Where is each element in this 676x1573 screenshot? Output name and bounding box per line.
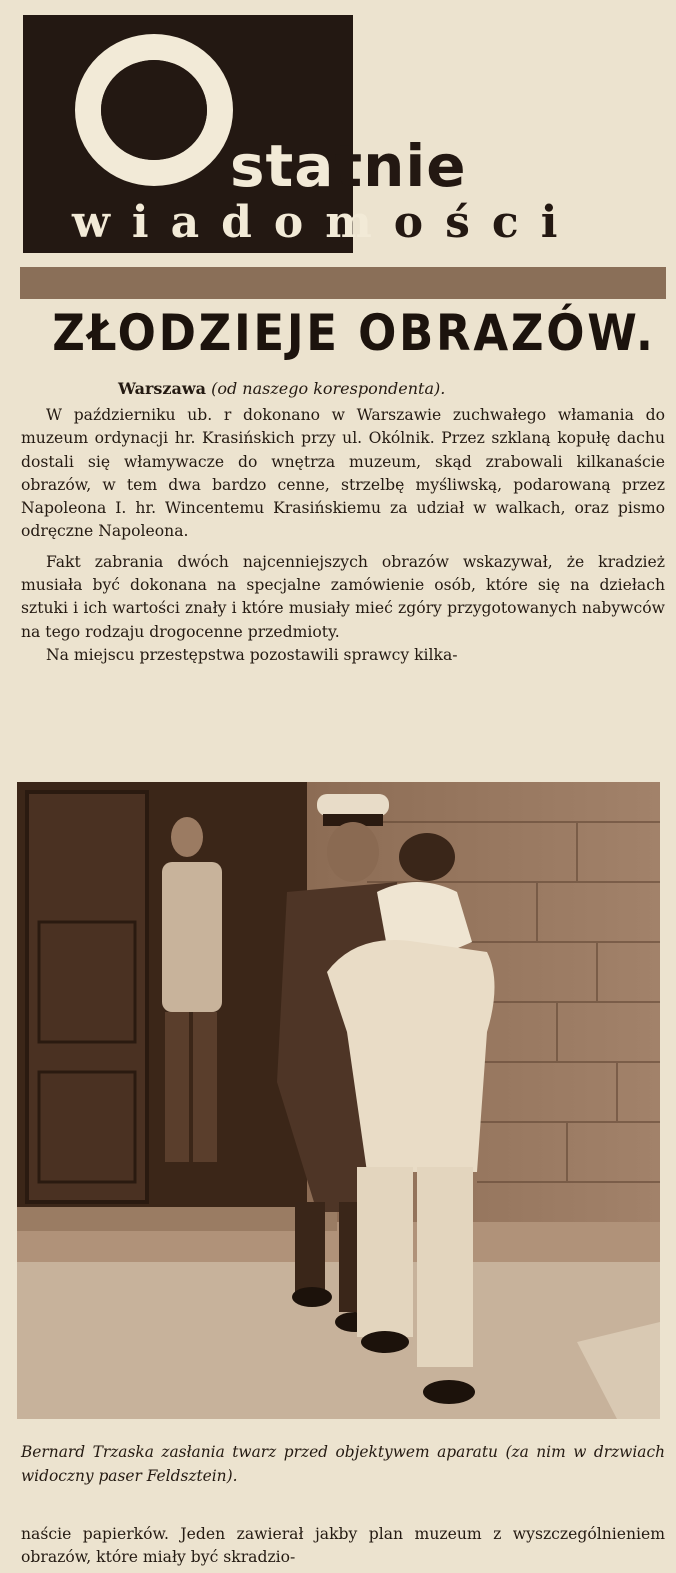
masthead-title — [230, 132, 467, 200]
article-paragraph: Na miejscu przestępstwa pozostawili sprawcy kilka- — [46, 645, 458, 664]
photo-caption: Bernard Trzaska zasłania twarz przed objektywem aparatu (za nim w drzwiach widoczny paser Feldsztein). — [21, 1443, 665, 1485]
article-paragraph: naście papierków. Jeden zawierał jakby plan muzeum z wyszczególnieniem obrazów, które miały być skradzio- — [21, 1525, 665, 1567]
masthead-subtitle-part-dark: wiadom — [72, 197, 394, 248]
masthead-title-part-light: tnie — [334, 132, 467, 200]
masthead-subtitle-part-light: ości — [393, 197, 580, 248]
masthead-letter-o — [75, 34, 233, 186]
masthead-subtitle — [72, 197, 662, 248]
dateline — [118, 378, 445, 400]
masthead-title-part-dark: sta — [230, 132, 335, 200]
article-continuation — [21, 1523, 665, 1570]
article-headline: ZŁODZIEJE OBRAZÓW. — [52, 304, 656, 362]
article-photo — [17, 782, 660, 1419]
article-paragraph: W październiku ub. r dokonano w Warszawie zuchwałego włamania do muzeum ordynacji hr. Krasińskich przy ul. Okólnik. Przez szklaną kopułę dachu dostali się włamywacze do wnętrza muzeum, skąd zrabowali kilkanaście obrazów, w tem dwa bardzo cenne, strzelbę myśliwską, podarowaną przez Napoleona I. hr. Wincentemu Krasińskiemu za udział w walkach, oraz pismo odręczne Napoleona. — [21, 406, 665, 541]
dateline-city: Warszawa — [118, 379, 206, 398]
article-body — [21, 404, 665, 667]
article-paragraph: Fakt zabrania dwóch najcenniejszych obrazów wskazywał, że kradzież musiała być dokonana na specjalne zamówienie osób, które się na dziełach sztuki i ich wartości znały i które musiały mieć zgóry przygotowanych nabywców na tego rodzaju drogocenne przedmioty. — [21, 552, 665, 641]
divider-rule — [20, 267, 666, 299]
dateline-source: (od naszego korespondenta). — [211, 379, 446, 398]
